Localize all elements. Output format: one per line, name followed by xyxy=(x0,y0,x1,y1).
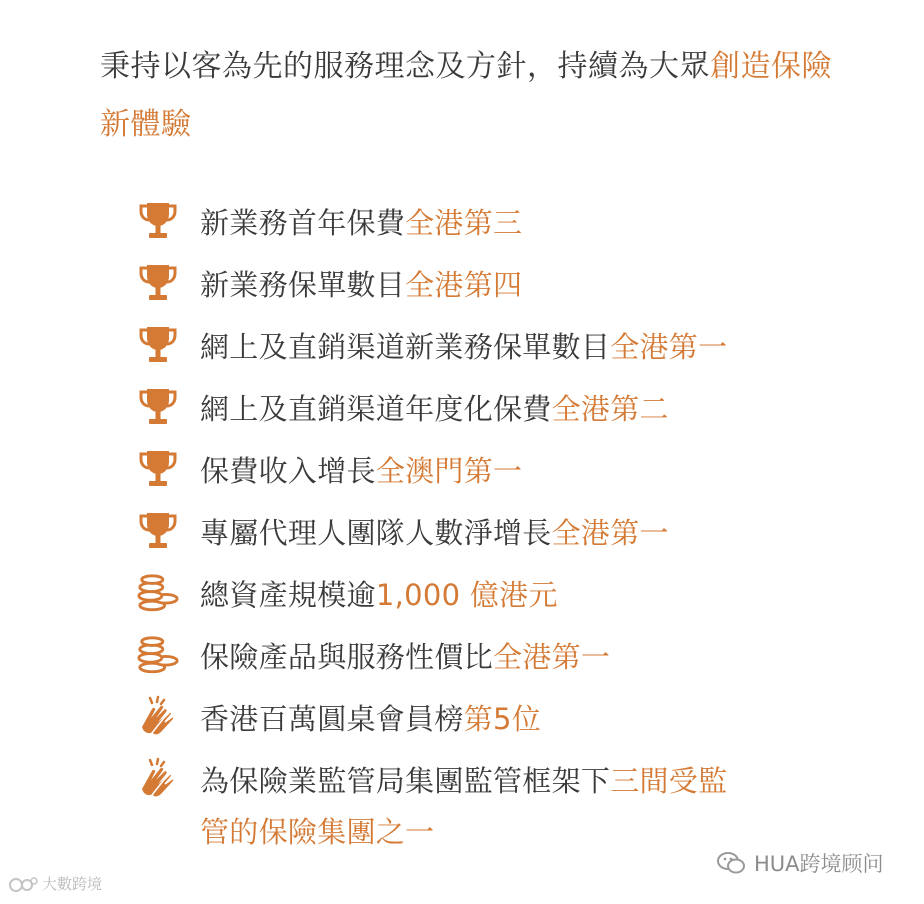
achievement-text xyxy=(200,697,541,738)
trophy-icon xyxy=(136,199,180,243)
achievement-text xyxy=(200,573,558,614)
achievement-text xyxy=(200,511,669,552)
achievement-highlight: 全港第二 xyxy=(551,391,669,426)
achievement-highlight: 三間受監 xyxy=(610,763,728,798)
achievement-item xyxy=(136,314,896,376)
achievement-text xyxy=(200,201,522,242)
achievement-item xyxy=(136,562,896,624)
achievement-highlight: 全港第一 xyxy=(493,639,611,674)
watermark-logo-icon xyxy=(8,875,38,893)
achievement-continuation: 管的保險集團之一 xyxy=(200,815,435,849)
watermark-left-text: 大數跨境 xyxy=(42,875,103,893)
watermark-right-text: HUA跨境顾问 xyxy=(754,852,884,876)
achievement-highlight: 全港第一 xyxy=(610,329,728,364)
coins-icon xyxy=(136,571,180,615)
coins-icon xyxy=(136,633,180,677)
achievement-label: 新業務首年保費 xyxy=(200,205,406,240)
watermark-right xyxy=(716,848,884,878)
achievement-label: 新業務保單數目 xyxy=(200,267,406,302)
achievement-label: 網上及直銷渠道年度化保費 xyxy=(200,391,552,426)
achievement-highlight: 全港第四 xyxy=(405,267,523,302)
achievement-list xyxy=(136,190,896,810)
achievement-text xyxy=(200,449,522,490)
achievement-text xyxy=(200,325,727,366)
achievement-highlight: 第5位 xyxy=(463,701,542,736)
intro-highlight: 創造保險 xyxy=(710,49,832,84)
intro-highlight-2: 新體驗 xyxy=(100,107,192,142)
achievement-label: 專屬代理人團隊人數淨增長 xyxy=(200,515,552,550)
achievement-item xyxy=(136,624,896,686)
achievement-highlight: 全澳門第一 xyxy=(375,453,523,488)
achievement-text xyxy=(200,263,522,304)
trophy-icon xyxy=(136,261,180,305)
achievement-label: 為保險業監管局集團監管框架下 xyxy=(200,763,611,798)
achievement-item xyxy=(136,190,896,252)
achievement-highlight: 全港第一 xyxy=(551,515,669,550)
achievement-item xyxy=(136,438,896,500)
achievement-highlight: 全港第三 xyxy=(405,205,523,240)
achievement-label: 保險產品與服務性價比 xyxy=(200,639,494,674)
trophy-icon xyxy=(136,323,180,367)
intro-text: 秉持以客為先的服務理念及方針，持續為大眾 xyxy=(100,49,710,84)
achievement-item xyxy=(136,686,896,748)
achievement-item xyxy=(136,748,896,810)
intro-paragraph xyxy=(100,38,860,154)
achievement-label: 香港百萬圓桌會員榜 xyxy=(200,701,464,736)
trophy-icon xyxy=(136,447,180,491)
clapping-hands-icon xyxy=(136,757,180,801)
wechat-icon xyxy=(716,850,746,876)
achievement-item xyxy=(136,252,896,314)
achievement-label: 總資產規模逾 xyxy=(200,577,376,612)
trophy-icon xyxy=(136,509,180,553)
achievement-label: 保費收入增長 xyxy=(200,453,376,488)
achievement-text xyxy=(200,759,727,800)
trophy-icon xyxy=(136,385,180,429)
watermark-left xyxy=(8,873,102,894)
achievement-item xyxy=(136,376,896,438)
achievement-item xyxy=(136,500,896,562)
achievement-text xyxy=(200,635,610,676)
achievement-text xyxy=(200,387,669,428)
achievement-label: 網上及直銷渠道新業務保單數目 xyxy=(200,329,611,364)
achievement-highlight: 1,000 億港元 xyxy=(375,577,558,612)
clapping-hands-icon xyxy=(136,695,180,739)
